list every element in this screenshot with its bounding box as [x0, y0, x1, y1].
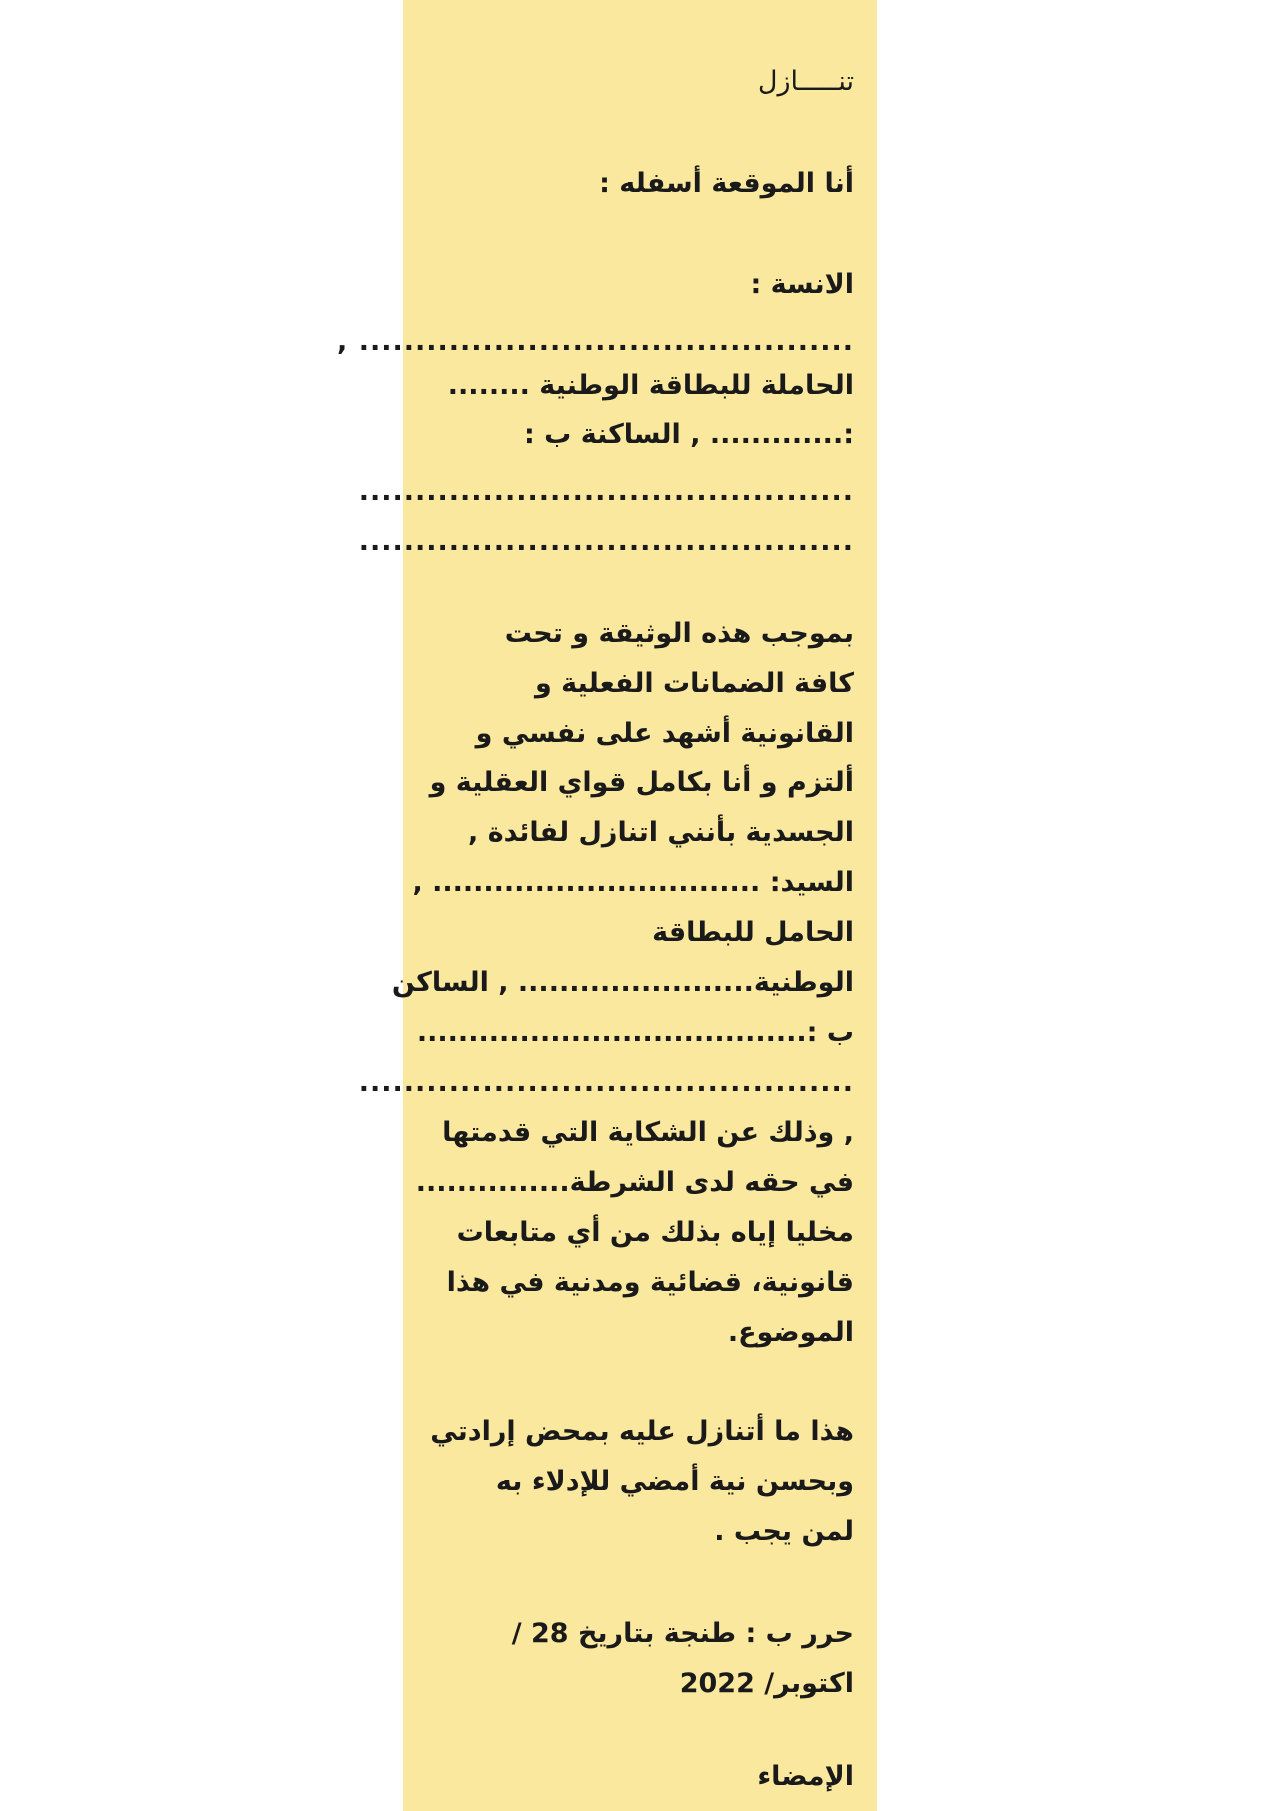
body-line: الجسدية بأنني اتنازل لفائدة , [468, 817, 854, 848]
closing-line: وبحسن نية أمضي للإدلاء به [495, 1466, 854, 1497]
body-line: الحامل للبطاقة [652, 917, 854, 948]
document-title: تنـــــازل [757, 66, 854, 97]
body-line: قانونية، قضائية ومدنية في هذا [446, 1267, 854, 1298]
body-line: الموضوع. [727, 1317, 854, 1348]
yellow-document-sheet [337, 0, 877, 1811]
place-date-line: اكتوبر/ 2022 [679, 1668, 854, 1699]
address-blank-1: ............................................ [358, 476, 854, 507]
body-line: ب :...................................... [416, 1017, 854, 1048]
body-line: , وذلك عن الشكاية التي قدمتها [442, 1117, 854, 1148]
body-line-mister: السيد: ................................ , [412, 867, 854, 898]
signature-label: الإمضاء [757, 1761, 854, 1792]
miss-label: الانسة : [750, 269, 854, 300]
body-line: في حقه لدى الشرطة............... [415, 1167, 854, 1198]
address-blank-2: ............................................ [358, 526, 854, 557]
closing-line: لمن يجب . [714, 1516, 854, 1547]
body-line: ألتزم و أنا بكامل قواي العقلية و [429, 767, 854, 798]
intro-line: أنا الموقعة أسفله : [599, 168, 854, 199]
residence-line: :............. , الساكنة ب : [523, 419, 854, 450]
name-blank: ............................................ , [337, 326, 854, 357]
place-date-line: حرر ب : طنجة بتاريخ 28 / [511, 1618, 854, 1649]
id-card-line: الحاملة للبطاقة الوطنية ........ [447, 370, 854, 401]
body-line: بموجب هذه الوثيقة و تحت [504, 618, 854, 649]
body-line-blank: ............................................ [358, 1067, 854, 1098]
body-line: كافة الضمانات الفعلية و [534, 668, 854, 699]
closing-line: هذا ما أتنازل عليه بمحض إرادتي [430, 1416, 854, 1447]
body-line: القانونية أشهد على نفسي و [475, 718, 854, 749]
body-line: مخليا إياه بذلك من أي متابعات [456, 1217, 854, 1248]
body-line: الوطنية....................... , الساكن [391, 967, 854, 998]
